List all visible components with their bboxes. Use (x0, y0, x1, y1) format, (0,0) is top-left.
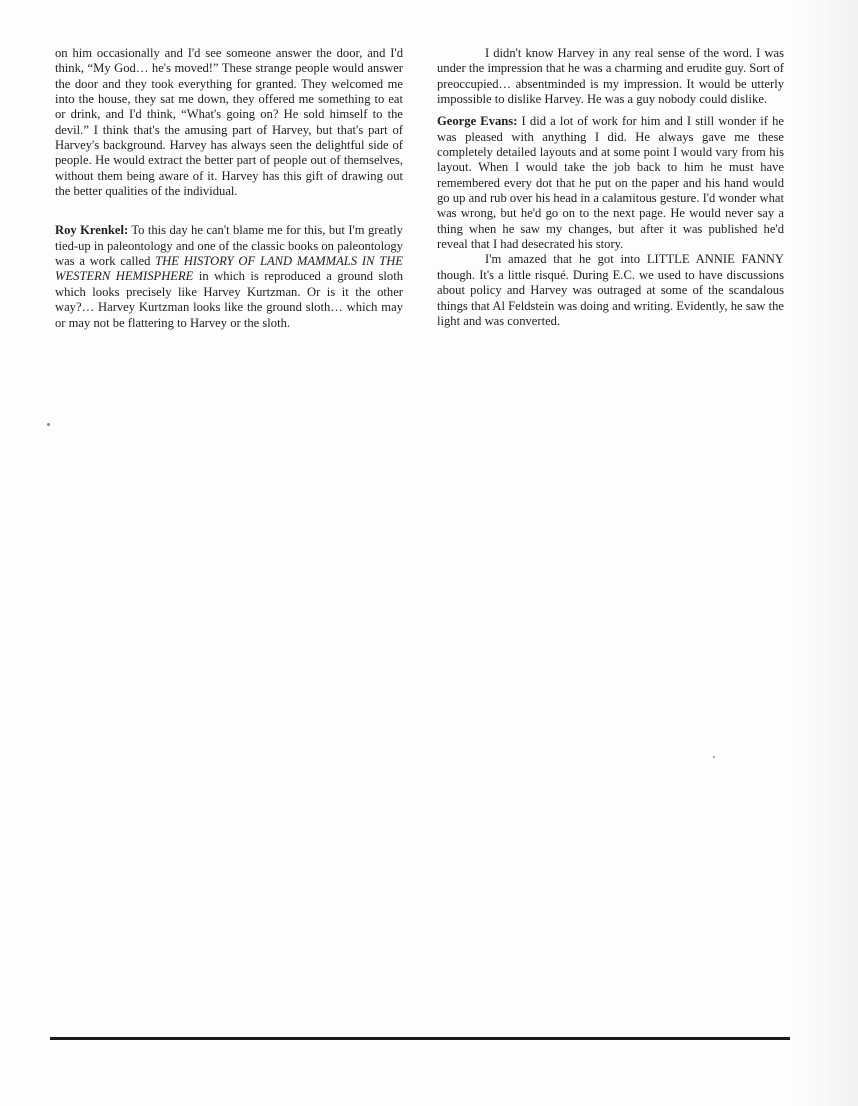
speaker-name-krenkel: Roy Krenkel: (55, 223, 129, 238)
page-edge-shadow (798, 0, 858, 1106)
speaker-name-evans: George Evans: (437, 114, 518, 129)
krenkel-text-after: in which is reproduced a ground sloth which looks precisely like Harvey Kurtzman. Or is it the other way?… Harvey Kurtzman looks like the ground sloth… which may or may not be flattering to Harvey or the sloth. (55, 269, 403, 330)
bottom-rule (50, 1037, 790, 1040)
paper-speck (713, 756, 715, 758)
evans-text: I did a lot of work for him and I still wonder if he was pleased with anything I did. He always gave me these completely detailed layouts and at some point I would vary from his layout. When I would take the job back to him he must have remembered every dot that he put on the paper and his hand would go up and rub over his head in a calamitous gesture. I'd wonder what was wrong, but he'd go on to the next page. He would never say a thing when he saw my changes, but after it was published he'd reveal that I had desecrated his story. (437, 114, 784, 252)
paper-speck (47, 423, 50, 426)
left-column (55, 46, 403, 331)
right-column (437, 46, 784, 329)
krenkel-text-before: To this day he can't blame me for this, but I'm greatly tied-up in paleontology and one of the classic books on paleontology was a work called (55, 223, 403, 269)
krenkel-paragraph (55, 223, 403, 330)
right-paragraph-1: I didn't know Harvey in any real sense of the word. I was under the impression that he was a charming and erudite guy. Sort of preoccupied… absentminded is my impression. It would be utterly impossible to dislike Harvey. He was a guy nobody could dislike. (437, 46, 784, 107)
evans-paragraph (437, 114, 784, 252)
right-paragraph-3: I'm amazed that he got into LITTLE ANNIE FANNY though. It's a little risqué. During E.C. we used to have discussions about policy and Harvey was outraged at some of the scandalous things that Al Feldstein was doing and writing. Evidently, he saw the light and was converted. (437, 252, 784, 328)
book-title: THE HISTORY OF LAND MAMMALS IN THE WESTERN HEMISPHERE (55, 254, 403, 284)
left-paragraph-1: on him occasionally and I'd see someone answer the door, and I'd think, “My God… he's moved!” These strange people would answer the door and they took everything for granted. They welcomed me into the house, they sat me down, they offered me something to eat or drink, and I'd think, “What's going on? He sold himself to the devil.” I think that's the amusing part of Harvey, but that's part of Harvey's background. Harvey has always seen the delightful side of people. He would extract the better part of people out of themselves, without them being aware of it. Harvey has this gift of drawing out the better qualities of the individual. (55, 46, 403, 199)
